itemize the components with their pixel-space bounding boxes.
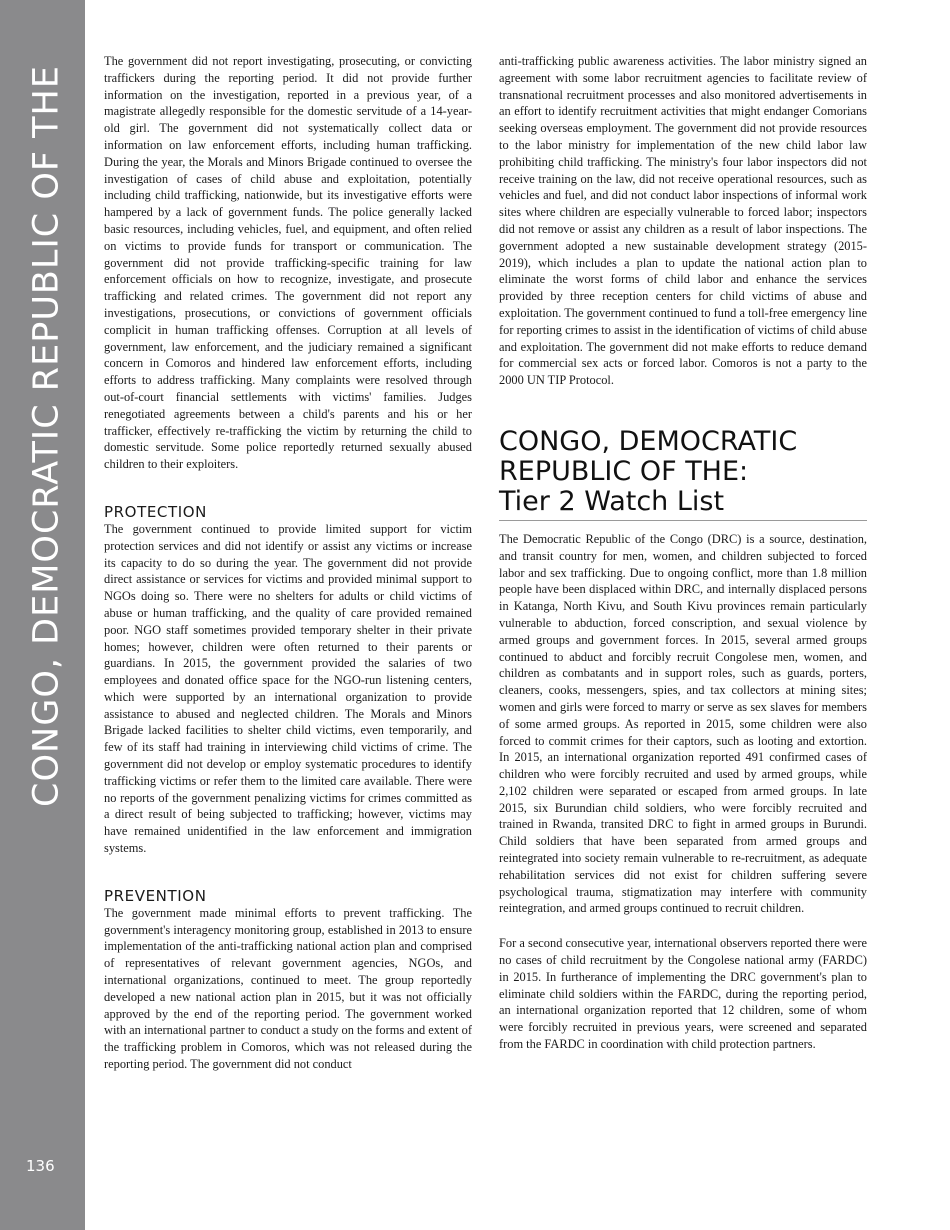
sidebar: [0, 0, 85, 1230]
prevention-continued-paragraph: anti-trafficking public awareness activities. The labor ministry signed an agreement with some labor recruitment agencies to facilitate review of transnational recruitment processes and also monitored advertisements in an effort to identify recruitment activities that might endanger Comorians seeking overseas employment. The government did not provide resources to the labor ministry for implementation of the new child labor law prohibiting child trafficking. The ministry's four labor inspectors did not receive training on the law, did not receive operational resources, such as vehicles and fuel, and did not conduct labor inspections of informal work sites where children are especially vulnerable to forced labor; inspectors did not remove or assist any children as a result of labor inspections. The government adopted a new sustainable development strategy (2015-2019), which includes a plan to update the national action plan to eliminate the worst forms of child labor and enhance the services provided by three reception centers for child victims of abuse and exploitation. The government continued to fund a toll-free emergency line for reporting crimes to assist in the identification of victims of child abuse and exploitation. The government did not make efforts to reduce demand for commercial sex acts or forced labor. Comoros is not a party to the 2000 UN TIP Protocol.: [499, 54, 867, 388]
protection-paragraph: The government continued to provide limited support for victim protection services and did not identify or assist any victims or increase its capacity to do so during the year. The government did not provide direct assistance or services for victims and provided minimal support to NGOs doing so. There were no shelters for adults or child victims of abuse or human trafficking, and the quality of care provided remained poor. NGO staff sometimes provided temporary shelter in their private homes; however, children were often returned to their parents or guardians. In 2015, the government provided the salaries of two employees and donated office space for the NGO-run listening centers, which were supported by an international organization to provide assistance to abused and neglected children. The Morals and Minors Brigade lacked facilities to shelter child victims, even temporarily, and few of its staff had training in interviewing child victims of crime. The government did not develop or employ systematic procedures to identify trafficking victims or refer them to the limited care available. There were no reports of the government penalizing victims for crimes committed as a direct result of being subjected to trafficking; however, victims may have remained unidentified in the law enforcement and immigration systems.: [104, 521, 472, 856]
left-column: [104, 53, 472, 1091]
prevention-heading: PREVENTION: [104, 886, 207, 905]
country-heading-line-1: CONGO, DEMOCRATIC: [499, 425, 798, 457]
country-heading-line-2: REPUBLIC OF THE:: [499, 455, 749, 487]
tier-ranking: Tier 2 Watch List: [499, 485, 725, 517]
country-profile-paragraph-2: For a second consecutive year, international observers reported there were no cases of child recruitment by the Congolese national army (FARDC) in 2015. In furtherance of implementing the DRC government's plan to eliminate child soldiers within the FARDC, during the reporting period, an international organization reported that 12 children, some of whom were forcibly recruited in previous years, were screened and separated from the FARDC in coordination with child protection partners.: [499, 936, 867, 1052]
protection-heading: PROTECTION: [104, 502, 208, 521]
country-section-heading: [499, 427, 867, 521]
right-column: [499, 53, 867, 1071]
country-profile-paragraph-1: The Democratic Republic of the Congo (DRC) is a source, destination, and transit country for men, women, and children subjected to forced labor and sex trafficking. Due to ongoing conflict, more than 1.8 million people have been displaced within DRC, and internally displaced persons in Katanga, North Kivu, and South Kivu provinces remain particularly vulnerable to abduction, forced conscription, and sexual violence by armed groups and government forces. In 2015, several armed groups continued to abduct and forcibly recruit Congolese men, women, and children as combatants and in support roles, such as guards, porters, cleaners, cooks, messengers, spies, and tax collectors at mining sites; women and girls were forced to marry or serve as sex slaves for members of some armed groups. As reported in 2015, some children were also forced to commit crimes for their captors, such as looting and extortion. In 2015, an international organization reported 491 confirmed cases of children who were forcibly recruited and used by armed groups, while 2,102 children were separated or escaped from armed groups. In late 2015, six Burundian child soldiers, who were forcibly recruited and trained in Rwanda, transited DRC to fight in armed groups in Burundi. Child soldiers that have been separated from armed groups and reintegrated into society remain vulnerable to re-recruitment, as adequate rehabilitation services did not exist for children suffering severe psychological trauma, stigmatization may interfere with community reintegration, and armed groups continued to recruit children.: [499, 531, 867, 916]
page-number: 136: [26, 1157, 55, 1175]
prosecution-paragraph: The government did not report investigating, prosecuting, or convicting traffickers during the reporting period. It did not provide further information on the investigation, reported in a previous year, of a magistrate allegedly responsible for the domestic servitude of a 14-year-old girl. The government did not systematically collect data or information on law enforcement efforts, including human trafficking. During the year, the Morals and Minors Brigade continued to oversee the investigation of cases of child abuse and exploitation, potentially including child trafficking, nationwide, but its investigative efforts were hampered by a lack of government funds. The police generally lacked basic resources, including vehicles, fuel, and equipment, and often relied on victims to provide funds for transport or communication. The government did not provide trafficking-specific training for law enforcement officials on how to recognize, investigate, and prosecute trafficking and related crimes. The government did not report any investigations, prosecutions, or convictions of government officials complicit in human trafficking offenses. Corruption at all levels of government, law enforcement, and the judiciary remained a significant concern in Comoros and hindered law enforcement efforts, including efforts to address trafficking. Many complaints were resolved through out-of-court financial settlements with victims' families. Judges renegotiated agreements between a child's parents and his or her trafficker, effectively re-trafficking the victim by returning the child to domestic servitude. Some police reportedly returned sexually abused children to their exploiters.: [104, 54, 472, 472]
prevention-paragraph: The government made minimal efforts to prevent trafficking. The government's interagency monitoring group, established in 2013 to ensure implementation of the anti-trafficking national action plan and comprised of representatives of relevant government agencies, NGOs, and international organizations, continued to meet. The group reportedly developed a new national action plan in 2015, but it was not officially approved by the end of the reporting period. The government worked with an international partner to conduct a study on the forms and extent of the trafficking problem in Comoros, which was not released during the reporting period. The government did not conduct: [104, 905, 472, 1072]
running-title: CONGO, DEMOCRATIC REPUBLIC OF THE: [26, 65, 67, 807]
